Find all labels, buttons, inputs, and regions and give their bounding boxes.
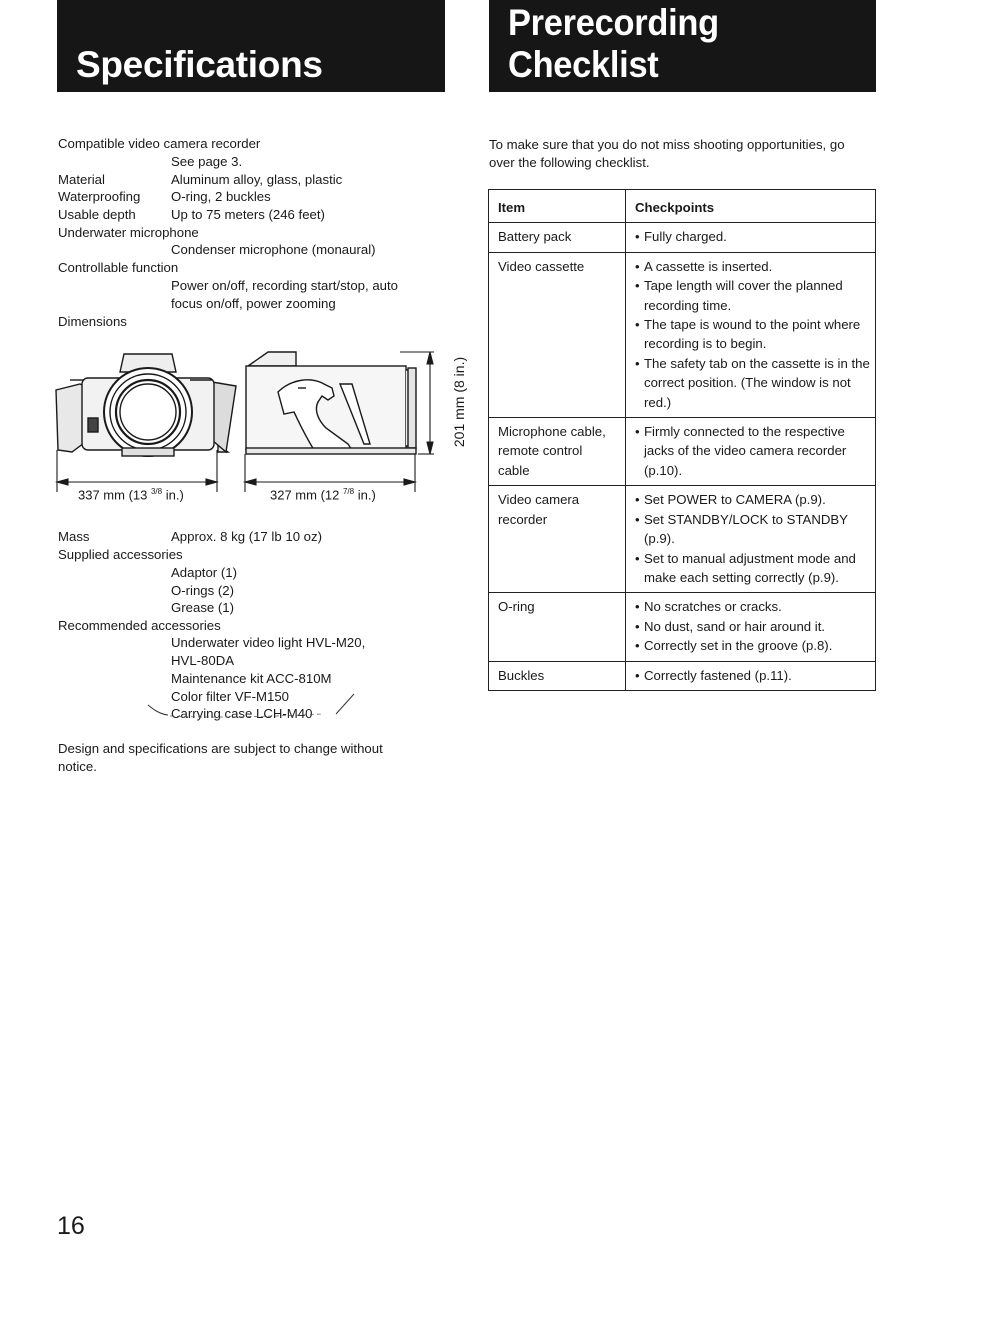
notice-line: Design and specifications are subject to change without: [58, 741, 383, 756]
checkpoint-bullet: • The safety tab on the cassette is in the correct position. (The window is not red.): [635, 354, 873, 412]
recommended-item: Underwater video light HVL-M20,: [171, 635, 366, 650]
notice-line: notice.: [58, 759, 97, 774]
item-line: O-ring: [498, 599, 535, 615]
checkpoint-bullet: • Set POWER to CAMERA (p.9).: [635, 490, 873, 509]
checkpoints-cell: [626, 593, 876, 661]
intro-line: To make sure that you do not miss shooting opportunities, go: [489, 137, 845, 152]
dimensions-diagram: [52, 340, 472, 495]
width-dimension-fraction: 3/8: [150, 487, 163, 496]
checkpoint-bullet: • Set to manual adjustment mode and make each setting correctly (p.9).: [635, 549, 873, 588]
spec-supplied-label: Supplied accessories: [58, 547, 183, 562]
depth-dimension-fraction: 7/8: [342, 487, 355, 496]
front-view-housing-drawing: [56, 354, 236, 456]
spec-dimensions-label: Dimensions: [58, 314, 127, 329]
page-title-specifications: Specifications: [76, 44, 323, 85]
spec-mass-label: Mass: [58, 529, 90, 544]
spec-waterproofing-label: Waterproofing: [58, 189, 141, 204]
intro-line: over the following checklist.: [489, 154, 650, 170]
table-row: [489, 223, 876, 252]
height-dimension-label: 201 mm (8 in.): [451, 356, 467, 448]
item-line: recorder: [498, 511, 548, 527]
item-line: Video camera: [498, 492, 580, 508]
spec-depth-label: Usable depth: [58, 207, 136, 222]
side-view-housing-drawing: [246, 352, 416, 454]
checkpoints-cell: [626, 223, 876, 252]
spec-waterproofing-value: O-ring, 2 buckles: [171, 189, 271, 204]
item-cell: [489, 223, 626, 252]
depth-dimension-label: 327 mm (12 $^{7/8}$ in.): [270, 487, 376, 503]
spec-microphone-label: Underwater microphone: [58, 225, 199, 240]
checkpoints-cell: [626, 418, 876, 486]
column-header-item: Item: [489, 190, 626, 223]
item-cell: [489, 252, 626, 417]
spec-waterproofing-row: [58, 188, 271, 206]
item-cell: [489, 486, 626, 593]
handwritten-mark: [146, 676, 358, 720]
recommended-item: Carrying case LCH-M40: [171, 706, 313, 721]
checkpoint-bullet: • Firmly connected to the respective jacks of the video camera recorder (p.10).: [635, 422, 873, 480]
item-line: cable: [498, 462, 530, 478]
spec-recommended-label: Recommended accessories: [58, 618, 221, 633]
checkpoint-bullet: • The tape is wound to the point where recording is to begin.: [635, 315, 873, 354]
item-cell: [489, 418, 626, 486]
item-line: Buckles: [498, 667, 545, 683]
spec-controllable-value-1: Power on/off, recording start/stop, auto: [171, 278, 399, 293]
spec-compatible-label: Compatible video camera recorder: [58, 136, 261, 151]
table-row: [489, 486, 876, 593]
table-row: [489, 252, 876, 417]
item-line: Microphone cable,: [498, 424, 606, 440]
item-line: Video cassette: [498, 258, 585, 274]
recommended-item: Color filter VF-M150: [171, 689, 289, 704]
spec-controllable-value-2: focus on/off, power zooming: [171, 296, 336, 311]
table-row: [489, 593, 876, 661]
supplied-item: Grease (1): [171, 600, 235, 615]
spec-material-row: [58, 171, 342, 189]
checkpoint-bullet: • Tape length will cover the planned recording time.: [635, 276, 873, 315]
page-number: 16: [57, 1212, 85, 1240]
spec-microphone-value: Condenser microphone (monaural): [171, 242, 376, 257]
checkpoint-bullet: • Correctly fastened (p.11).: [635, 666, 873, 685]
checkpoint-bullet: • No dust, sand or hair around it.: [635, 617, 873, 636]
spec-material-label: Material: [58, 172, 105, 187]
recommended-item: Maintenance kit ACC-810M: [171, 671, 332, 686]
checkpoint-bullet: • No scratches or cracks.: [635, 597, 873, 616]
checkpoints-cell: [626, 661, 876, 690]
header-banner-checklist: [489, 0, 876, 92]
item-cell: [489, 661, 626, 690]
table-row: [489, 418, 876, 486]
checkpoints-cell: [626, 252, 876, 417]
spec-mass-value: Approx. 8 kg (17 lb 10 oz): [171, 529, 323, 544]
table-body: [489, 223, 876, 691]
checkpoint-bullet: • Correctly set in the groove (p.8).: [635, 636, 873, 655]
spec-compatible-value: See page 3.: [171, 154, 243, 169]
spec-depth-value: Up to 75 meters (246 feet): [171, 207, 325, 222]
page-title-checklist: Prerecording Checklist: [508, 2, 719, 85]
checkpoint-bullet: • Fully charged.: [635, 227, 873, 246]
checklist-table: [488, 189, 876, 691]
checkpoint-bullet: • A cassette is inserted.: [635, 257, 873, 276]
spec-mass-row: [58, 528, 322, 546]
table-header-row: [489, 190, 876, 223]
width-dimension-label: 337 mm (13 $^{3/8}$ in.): [78, 487, 184, 503]
spec-depth-row: [58, 206, 325, 224]
notice-paragraph: [58, 740, 428, 776]
item-line: Battery pack: [498, 229, 572, 245]
supplied-item: O-rings (2): [171, 583, 235, 598]
checkpoints-cell: [626, 486, 876, 593]
spec-material-value: Aluminum alloy, glass, plastic: [171, 172, 343, 187]
item-line: remote control: [498, 443, 583, 459]
recommended-item: HVL-80DA: [171, 653, 235, 668]
column-header-checkpoints: Checkpoints: [626, 190, 876, 223]
supplied-item: Adaptor (1): [171, 565, 237, 580]
table-row: [489, 661, 876, 690]
checkpoint-bullet: • Set STANDBY/LOCK to STANDBY (p.9).: [635, 510, 873, 549]
item-cell: [489, 593, 626, 661]
spec-controllable-label: Controllable function: [58, 260, 179, 275]
header-banner-specifications: [57, 0, 445, 92]
checklist-intro: [489, 136, 881, 171]
